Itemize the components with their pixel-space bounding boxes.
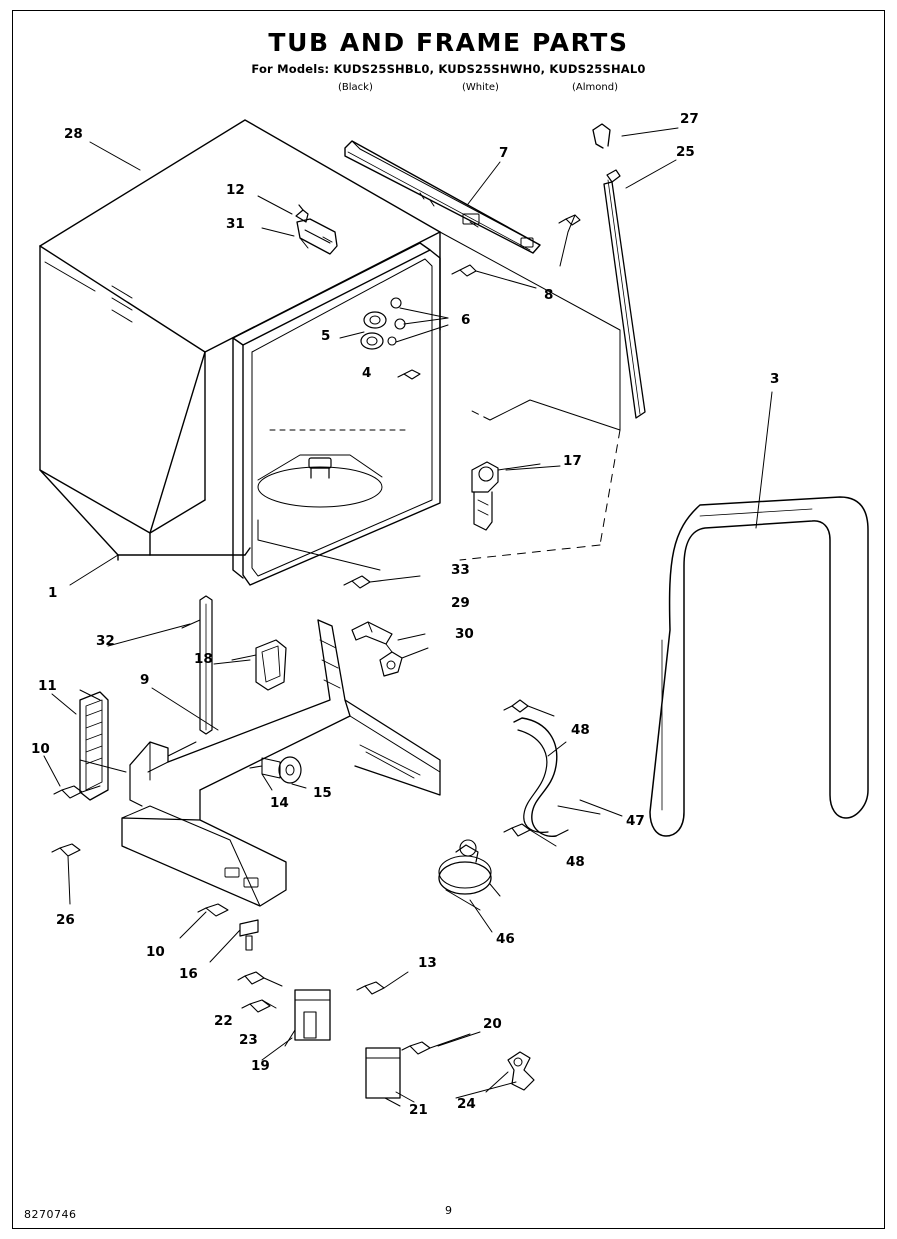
callout-18: 18 — [194, 651, 213, 667]
callout-27: 27 — [680, 111, 699, 127]
callout-9: 9 — [140, 672, 150, 688]
callout-26: 26 — [56, 912, 75, 928]
callout-31: 31 — [226, 216, 245, 232]
callout-11: 11 — [38, 678, 57, 694]
models-line: For Models: KUDS25SHBL0, KUDS25SHWH0, KUDS25SHAL0 — [251, 62, 646, 76]
callout-10: 10 — [31, 741, 50, 757]
callout-28: 28 — [64, 126, 83, 142]
callout-7: 7 — [499, 145, 509, 161]
callout-25: 25 — [676, 144, 695, 160]
callout-17: 17 — [563, 453, 582, 469]
page-number: 9 — [445, 1204, 452, 1217]
callout-48-lower: 48 — [566, 854, 585, 870]
page-title: TUB AND FRAME PARTS — [268, 28, 629, 57]
callout-23: 23 — [239, 1032, 258, 1048]
callout-47: 47 — [626, 813, 645, 829]
callout-3: 3 — [770, 371, 780, 387]
callout-22: 22 — [214, 1013, 233, 1029]
callout-10-lower: 10 — [146, 944, 165, 960]
callout-33: 33 — [451, 562, 470, 578]
callout-6: 6 — [461, 312, 471, 328]
callout-30: 30 — [455, 626, 474, 642]
callout-4: 4 — [362, 365, 372, 381]
document-code: 8270746 — [24, 1208, 77, 1221]
color-label-white: (White) — [462, 82, 499, 93]
callout-13: 13 — [418, 955, 437, 971]
callout-20: 20 — [483, 1016, 502, 1032]
callout-32: 32 — [96, 633, 115, 649]
callout-24: 24 — [457, 1096, 476, 1112]
color-label-almond: (Almond) — [572, 82, 618, 93]
callout-15: 15 — [313, 785, 332, 801]
callout-19: 19 — [251, 1058, 270, 1074]
callout-14: 14 — [270, 795, 289, 811]
callout-48-upper: 48 — [571, 722, 590, 738]
callout-29: 29 — [451, 595, 470, 611]
color-label-black: (Black) — [338, 82, 373, 93]
callout-46: 46 — [496, 931, 515, 947]
callout-1: 1 — [48, 585, 58, 601]
callout-8: 8 — [544, 287, 554, 303]
callout-12: 12 — [226, 182, 245, 198]
callout-5: 5 — [321, 328, 331, 344]
callout-21: 21 — [409, 1102, 428, 1118]
callout-16: 16 — [179, 966, 198, 982]
